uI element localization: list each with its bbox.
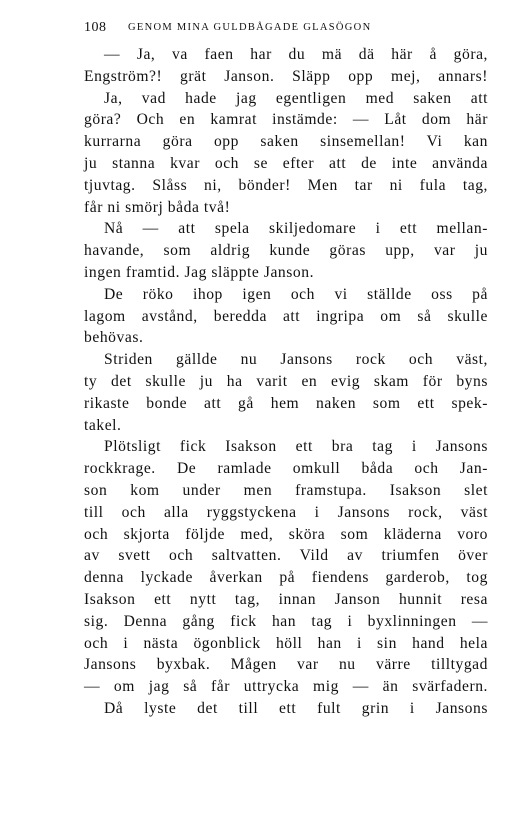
text-line: ingen framtid. Jag släppte Janson.	[84, 263, 315, 281]
text-line: lagom avstånd, beredda att ingripa om så skulle	[84, 307, 488, 325]
text-line: behövas.	[84, 329, 144, 347]
running-header	[84, 20, 488, 40]
text-line: av svett och saltvatten. Vild av triumfen över	[84, 547, 488, 565]
text-line: ty det skulle ju ha varit en evig skam för byns	[84, 372, 488, 390]
text-line: göra? Och en kamrat instämde: — Låt dom här	[84, 111, 488, 129]
text-line: — Ja, va faen har du mä dä här å göra,	[104, 46, 488, 63]
text-line: sig. Denna gång fick han tag i byxlinningen —	[84, 612, 488, 630]
text-line: son kom under men framstupa. Isakson slet	[84, 481, 488, 499]
text-line: rockkrage. De ramlade omkull båda och Jan-	[84, 460, 488, 478]
text-line: Jansons byxbak. Mågen var nu värre tilltygad	[84, 656, 488, 674]
text-line: Ja, vad hade jag egentligen med saken att	[104, 89, 488, 107]
text-line: De röko ihop igen och vi ställde oss på	[104, 285, 488, 303]
text-line: — om jag så får uttrycka mig — än svärfadern.	[84, 678, 488, 696]
body-text	[84, 44, 488, 720]
running-title: GENOM MINA GULDBÅGADE GLASÖGON	[128, 22, 372, 33]
text-line: Nå — att spela skiljedomare i ett mellan-	[104, 220, 488, 238]
text-line: takel.	[84, 416, 122, 434]
text-line: kurrarna göra opp saken sinsemellan! Vi kan	[84, 133, 488, 151]
text-line: får ni smörj båda två!	[84, 198, 231, 216]
text-line: Då lyste det till ett fult grin i Jansons	[104, 699, 488, 717]
page-number: 108	[84, 20, 107, 35]
text-line: rikaste bonde att gå hem naken som ett spek-	[84, 394, 488, 412]
text-line: Striden gällde nu Jansons rock och väst,	[104, 351, 488, 369]
text-line: och skjorta följde med, sköra som kläderna voro	[84, 525, 488, 543]
text-line: Engström?! grät Janson. Släpp opp mej, annars!	[84, 67, 488, 85]
text-line: Isakson ett nytt tag, innan Janson hunnit resa	[84, 590, 488, 608]
text-line: havande, som aldrig kunde göras upp, var ju	[84, 242, 488, 260]
text-line: och i nästa ögonblick höll han i sin hand hela	[84, 634, 488, 652]
text-line: ju stanna kvar och se efter att de inte använda	[84, 154, 488, 172]
text-line: Plötsligt fick Isakson ett bra tag i Jansons	[104, 438, 488, 456]
text-line: denna lyckade åverkan på fiendens garderob, tog	[84, 569, 488, 587]
text-line: tjuvtag. Slåss ni, bönder! Men tar ni fula tag,	[84, 176, 488, 194]
text-line: till och alla ryggstyckena i Jansons rock, väst	[84, 503, 488, 521]
